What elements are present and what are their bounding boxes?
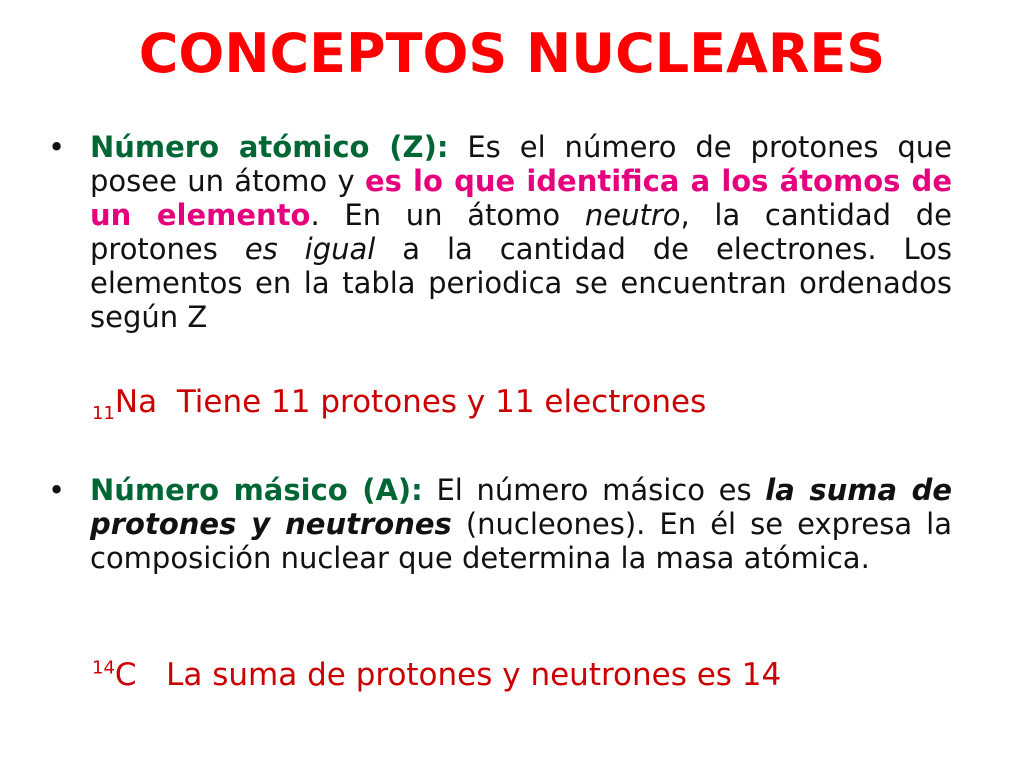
example-text: Tiene 11 protones y 11 electrones <box>176 384 707 420</box>
term-atomic-number: Número atómico (Z): <box>90 130 449 164</box>
bullet-text <box>90 130 952 334</box>
atomic-number-subscript: 11 <box>92 403 115 425</box>
text-segment: a la cantidad de electrones. Los elementos en la tabla periodica se encuentran ordenados según Z <box>90 232 953 334</box>
text-segment: (nucleones). En él se expresa la composición nuclear que determina la masa atómica. <box>90 507 952 575</box>
example-carbon <box>92 657 781 693</box>
example-text: La suma de protones y neutrones es 14 <box>166 657 782 693</box>
mass-number-superscript: 14 <box>92 657 115 679</box>
italic-neutro: neutro <box>584 198 681 232</box>
text-segment: El número másico es <box>422 473 766 507</box>
example-sodium <box>92 384 706 424</box>
term-mass-number: Número másico (A): <box>90 473 423 507</box>
emphasis-sum-protons-neutrons: la suma de protones y neutrones <box>90 473 953 541</box>
text-segment: , la cantidad de protones <box>90 198 952 266</box>
italic-es-igual: es igual <box>244 232 376 266</box>
highlight-identifies-atoms: es lo que identifica a los átomos de un elemento <box>90 164 952 232</box>
element-symbol: Na <box>114 384 158 420</box>
bullet-marker: • <box>48 130 66 164</box>
bullet-text <box>90 473 952 575</box>
bullet-marker: • <box>48 473 66 507</box>
text-segment: . En un átomo <box>310 198 585 232</box>
element-symbol: C <box>114 657 137 693</box>
bullet-mass-number <box>48 473 952 575</box>
text-segment: Es el número de protones que posee un átomo y <box>90 130 953 198</box>
bullet-atomic-number <box>48 130 952 334</box>
slide-title: CONCEPTOS NUCLEARES <box>138 22 886 85</box>
